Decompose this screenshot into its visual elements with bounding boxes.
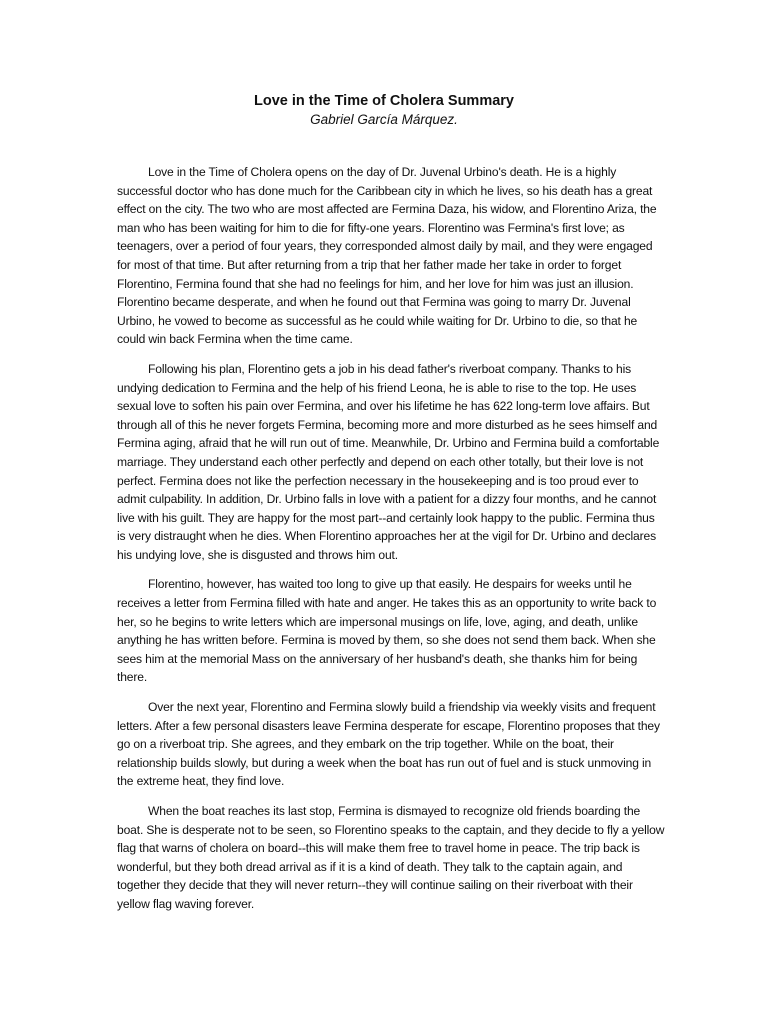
paragraph-5: When the boat reaches its last stop, Fermina is dismayed to recognize old friends boarding the boat. She is desperate not to be seen, so Florentino speaks to the captain, and they decide to fly a yellow flag that warns of cholera on board--this will make them free to travel home in peace. The trip back is wonderful, but they both dread arrival as if it is a kind of death. They talk to the captain again, and together they decide that they will never return--they will continue sailing on their riverboat with their yellow flag waving forever. xyxy=(117,804,665,911)
document-body xyxy=(117,163,665,925)
paragraph-1: Love in the Time of Cholera opens on the day of Dr. Juvenal Urbino's death. He is a highly successful doctor who has done much for the Caribbean city in which he lives, so his death has a great effect on the city. The two who are most affected are Fermina Daza, his widow, and Florentino Ariza, the man who has been waiting for him to die for fifty-one years. Florentino was Fermina's first love; as teenagers, over a period of four years, they corresponded almost daily by mail, and they were engaged for most of that time. But after returning from a trip that her father made her take in order to forget Florentino, Fermina found that she had no feelings for him, and her love for him was just an illusion. Florentino became desperate, and when he found out that Fermina was going to marry Dr. Juvenal Urbino, he vowed to become as successful as he could while waiting for Dr. Urbino to die, so that he could win back Fermina when the time came. xyxy=(117,165,657,347)
paragraph-3: Florentino, however, has waited too long to give up that easily. He despairs for weeks until he receives a letter from Fermina filled with hate and anger. He takes this as an opportunity to write back to her, so he begins to write letters which are impersonal musings on life, love, aging, and death, unlike anything he has written before. Fermina is moved by them, so she does not send them back. When she sees him at the memorial Mass on the anniversary of her husband's death, she thanks him for being there. xyxy=(117,577,657,685)
document-title: Love in the Time of Cholera Summary xyxy=(254,93,514,109)
paragraph-2: Following his plan, Florentino gets a job in his dead father's riverboat company. Thanks to his undying dedication to Fermina and the help of his friend Leona, he is able to rise to the top. He uses sexual love to soften his pain over Fermina, and over his lifetime he has 622 long-term love affairs. But through all of this he never forgets Fermina, becoming more and more disturbed as he sees himself and Fermina aging, afraid that he will run out of time. Meanwhile, Dr. Urbino and Fermina build a comfortable marriage. They understand each other perfectly and depend on each other totally, but their love is not perfect. Fermina does not like the perfection necessary in the housekeeping and is too proud ever to admit culpability. In addition, Dr. Urbino falls in love with a patient for a dizzy four months, and he cannot live with his guilt. They are happy for the most part--and certainly look happy to the public. Fermina thus is very distraught when he dies. When Florentino approaches her at the vigil for Dr. Urbino and declares his undying love, she is disgusted and throws him out. xyxy=(117,361,660,562)
document-author: Gabriel García Márquez. xyxy=(310,112,458,127)
paragraph-4: Over the next year, Florentino and Fermina slowly build a friendship via weekly visits and frequent letters. After a few personal disasters leave Fermina desperate for escape, Florentino proposes that they go on a riverboat trip. She agrees, and they embark on the trip together. While on the boat, their relationship builds slowly, but during a week when the boat has run out of fuel and is stuck unmoving in the extreme heat, they find love. xyxy=(117,700,660,789)
